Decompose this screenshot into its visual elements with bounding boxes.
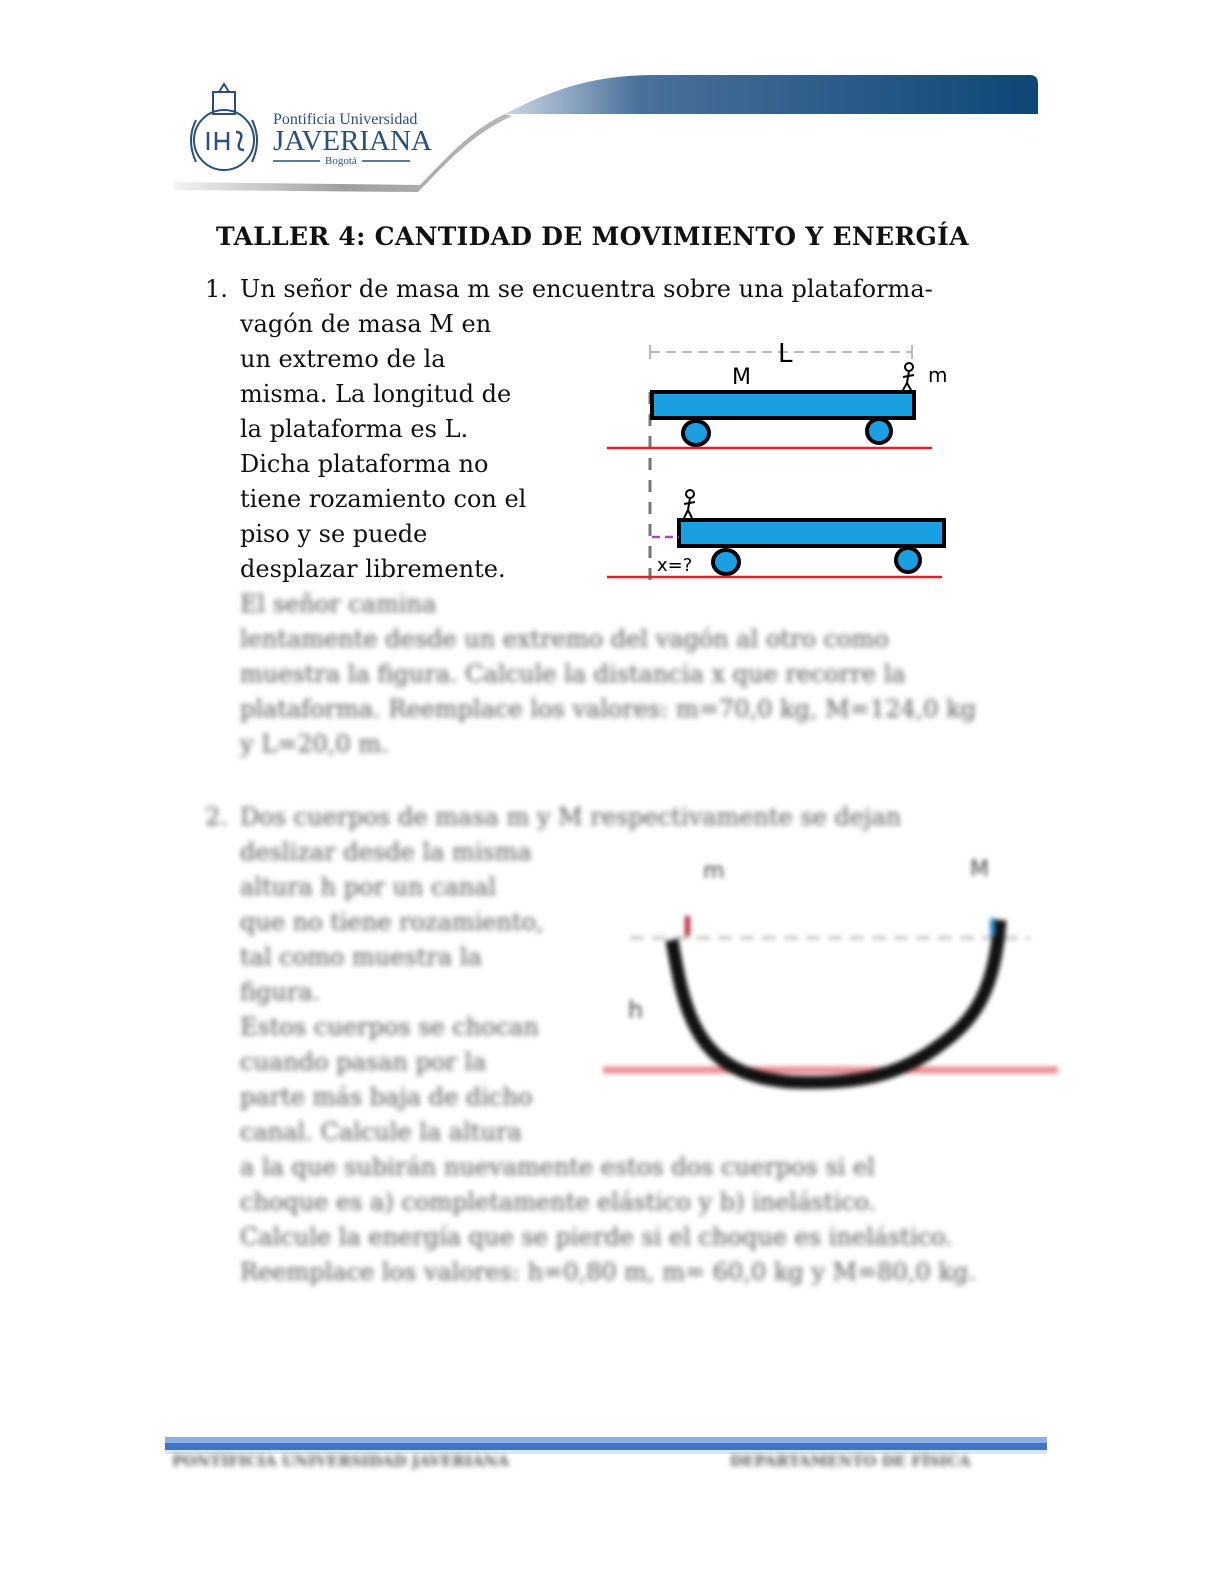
text-line: vagón de masa M en bbox=[240, 310, 492, 338]
text-line: canal. Calcule la altura bbox=[240, 1118, 522, 1146]
logo-text-city: Bogotá bbox=[325, 155, 357, 167]
text-line: la plataforma es L. bbox=[240, 415, 469, 443]
text-line: figura. bbox=[240, 978, 321, 1006]
label-m: m bbox=[703, 859, 725, 884]
platform-final bbox=[679, 520, 944, 546]
text-line-blurred: El señor camina bbox=[240, 590, 437, 618]
footer-university: PONTIFICIA UNIVERSIDAD JAVERIANA bbox=[172, 1452, 509, 1470]
text-line-blurred: plataforma. Reemplace los valores: m=70,0 kg, M=124,0 kg bbox=[240, 695, 977, 723]
text-line: deslizar desde la misma bbox=[240, 838, 532, 866]
footer-rule bbox=[165, 1443, 1047, 1450]
text-line: misma. La longitud de bbox=[240, 380, 512, 408]
text-line: piso y se puede bbox=[240, 520, 428, 548]
logo-text-javeriana: JAVERIANA bbox=[273, 125, 432, 157]
canal-figure bbox=[0, 820, 1224, 1120]
text-line: cuando pasan por la bbox=[240, 1048, 487, 1076]
text-line: tal como muestra la bbox=[240, 943, 482, 971]
label-M: M bbox=[970, 857, 989, 882]
text-line: un extremo de la bbox=[240, 345, 446, 373]
person-icon bbox=[684, 490, 695, 518]
platform-figure bbox=[0, 0, 1224, 600]
wheel bbox=[713, 550, 739, 574]
text-line: Estos cuerpos se chocan bbox=[240, 1013, 539, 1041]
text-line-blurred: y L=20,0 m. bbox=[240, 730, 389, 758]
label-x: x=? bbox=[657, 555, 693, 576]
text-line: Dicha plataforma no bbox=[240, 450, 489, 478]
text-line: Dos cuerpos de masa m y M respectivamente se dejan bbox=[240, 803, 902, 831]
text-line: parte más baja de dicho bbox=[240, 1083, 533, 1111]
footer-department: DEPARTAMENTO DE FÍSICA bbox=[730, 1452, 971, 1470]
text-line-blurred: lentamente desde un extremo del vagón al otro como bbox=[240, 625, 889, 653]
text-line: altura h por un canal bbox=[240, 873, 497, 901]
document-title: TALLER 4: CANTIDAD DE MOVIMIENTO Y ENERGÍA bbox=[216, 222, 969, 251]
person-icon bbox=[903, 363, 914, 390]
problem-1-number: 1. bbox=[205, 275, 228, 303]
logo-text-university: Pontificia Universidad bbox=[273, 111, 418, 128]
label-M: M bbox=[732, 365, 751, 390]
label-m: m bbox=[928, 363, 948, 387]
text-line: que no tiene rozamiento, bbox=[240, 908, 544, 936]
text-line-blurred: muestra la figura. Calcule la distancia x que recorre la bbox=[240, 660, 906, 688]
text-line: tiene rozamiento con el bbox=[240, 485, 527, 513]
canal-path bbox=[672, 920, 1000, 1083]
platform-initial bbox=[652, 392, 914, 418]
text-line: choque es a) completamente elástico y b) inelástico. bbox=[240, 1188, 877, 1216]
text-line: Calcule la energía que se pierde si el choque es inelástico. bbox=[240, 1223, 953, 1251]
label-h: h bbox=[628, 996, 644, 1024]
text-line: Reemplace los valores: h=0,80 m, m= 60,0 kg y M=80,0 kg. bbox=[240, 1258, 976, 1286]
wheel bbox=[867, 419, 891, 443]
wheel bbox=[683, 421, 709, 445]
text-line: Un señor de masa m se encuentra sobre una plataforma- bbox=[240, 275, 933, 303]
problem-2-number: 2. bbox=[205, 803, 228, 831]
text-line: desplazar libremente. bbox=[240, 555, 506, 583]
text-line: a la que subirán nuevamente estos dos cuerpos si el bbox=[240, 1153, 875, 1181]
label-L: L bbox=[778, 339, 793, 369]
wheel bbox=[896, 548, 920, 572]
